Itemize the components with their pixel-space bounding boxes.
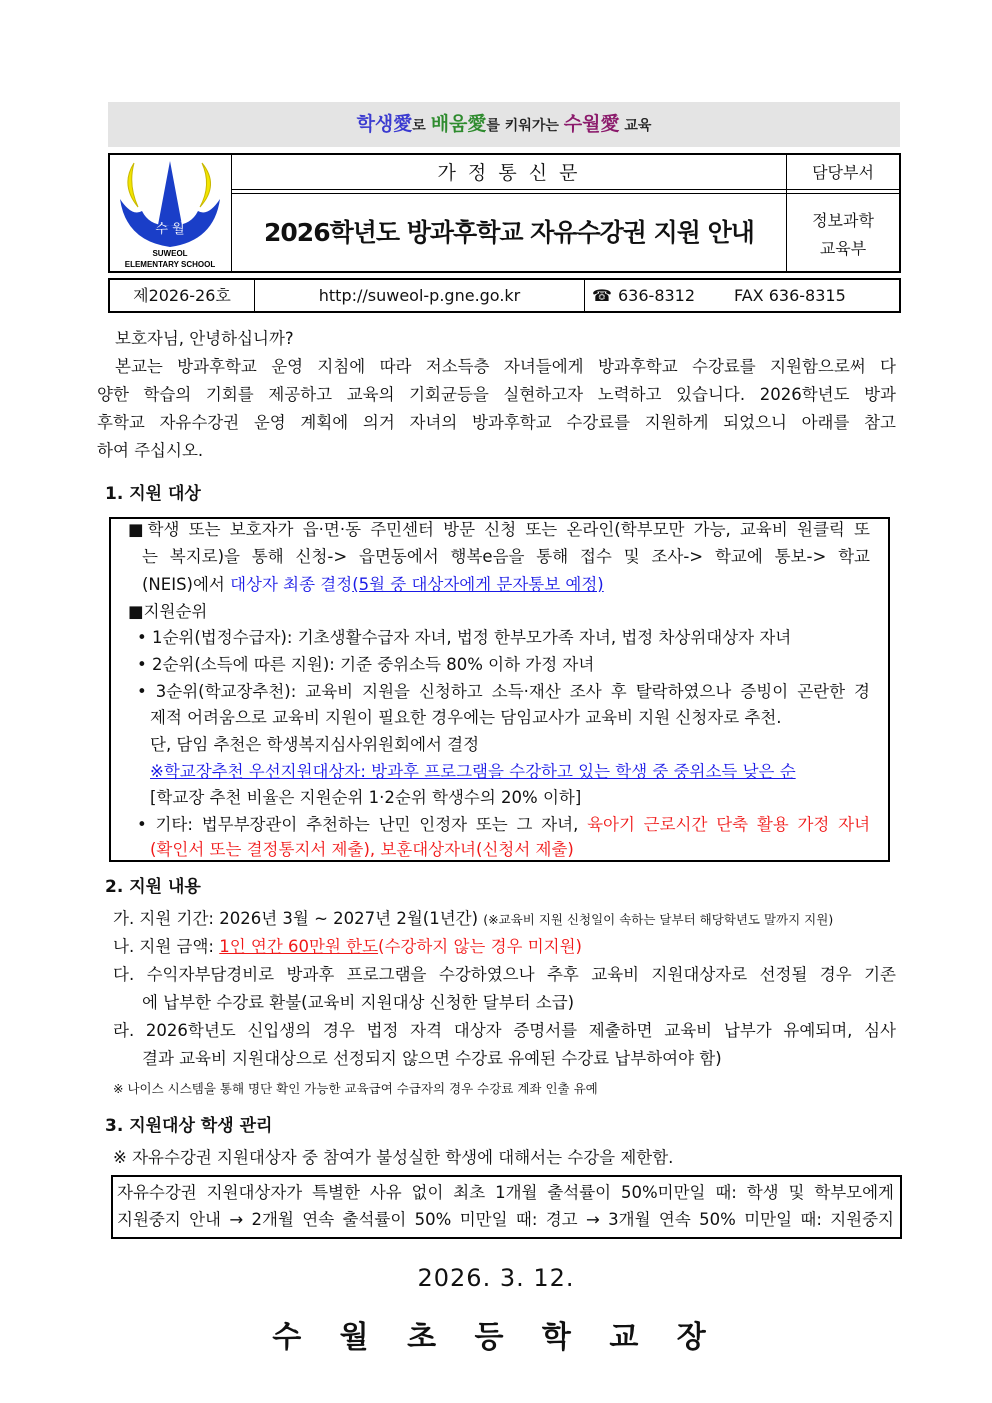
eligibility-line <box>128 518 870 542</box>
text-segment: 라. 2026학년도 신입생의 경우 법정 자격 대상자 증명서를 제출하면 교육비 납부가 유예되며, 심사 <box>113 1021 896 1040</box>
intro-line: 본교는 방과후학교 운영 지침에 따라 저소득층 자녀들에게 방과후학교 수강료를 지원함으로써 다 <box>115 357 896 376</box>
support-detail-line <box>113 1076 598 1100</box>
eligibility-line <box>137 813 870 837</box>
highlighted-text: ※ 나이스 시스템을 통해 명단 확인 가능한 교육급여 수급자의 경우 수강료 계좌 인출 유예 <box>113 1081 598 1096</box>
doc-type: 가 정 통 신 문 <box>437 162 581 184</box>
section-3-heading: 3. 지원대상 학생 관리 <box>105 1116 273 1136</box>
eligibility-line <box>142 545 870 569</box>
greeting: 보호자님, 안녕하십니까? <box>115 329 294 348</box>
intro-line: 후학교 자유수강권 운영 계획에 의거 자녀의 방과후학교 수강료를 지원하게 되었으니 아래를 참고 <box>97 413 896 432</box>
school-motto-banner <box>108 102 900 147</box>
motto-part: 로 <box>412 118 431 134</box>
eligibility-line <box>150 706 782 730</box>
eligibility-line <box>137 626 791 650</box>
dept-name <box>787 207 899 263</box>
support-detail-line <box>142 1047 722 1071</box>
text-segment: (NEIS)에서 <box>142 575 231 594</box>
text-segment: 에 납부한 수강료 환불(교육비 지원대상 신청한 달부터 소급) <box>142 993 575 1012</box>
motto-part: 학생愛 <box>356 113 413 135</box>
section-1-heading: 1. 지원 대상 <box>105 484 201 504</box>
document-date: 2026. 3. 12. <box>417 1264 575 1292</box>
school-emblem-icon <box>110 155 231 271</box>
principal-signature: 수 월 초 등 학 교 장 <box>272 1320 720 1355</box>
support-detail-line <box>113 1019 896 1043</box>
eligibility-line <box>150 733 479 757</box>
eligibility-line <box>128 600 207 624</box>
section-3-note: ※ 자유수강권 지원대상자 중 참여가 불성실한 학생에 대해서는 수강을 제한함. <box>113 1148 674 1167</box>
text-segment: • 2순위(소득에 따른 지원): 기준 중위소득 80% 이하 가정 자녀 <box>137 655 595 674</box>
text-segment: • 1순위(법정수급자): 기초생활수급자 자녀, 법정 한부모가족 자녀, 법정 차상위대상자 자녀 <box>137 628 792 647</box>
text-segment: 다. 수익자부담경비로 방과후 프로그램을 수강하였으나 추후 교육비 지원대상자로 선정될 경우 기존 <box>113 965 896 984</box>
support-detail-line <box>113 935 582 959</box>
school-logo <box>110 155 231 271</box>
attendance-rule-line: 지원중지 안내 → 2개월 연속 출석률이 50% 미만일 때: 경고 → 3개월 연속 50% 미만일 때: 지원중지 <box>117 1210 894 1229</box>
motto-part: 교육 <box>619 118 652 134</box>
issue-number: 제2026-26호 <box>133 286 231 305</box>
highlighted-text: (확인서 또는 결정통지서 제출), 보훈대상자녀(신청서 제출) <box>150 840 574 859</box>
dept-line: 정보과학 <box>812 211 874 230</box>
text-segment: 결과 교육비 지원대상으로 선정되지 않으면 수강료 유예된 수강료 납부하여야 함) <box>142 1049 722 1068</box>
text-segment: • 기타: 법무부장관이 추천하는 난민 인정자 또는 그 자녀, <box>137 815 588 834</box>
eligibility-line <box>150 760 796 784</box>
phone-number: 636-8312 <box>618 286 696 305</box>
fax-number: FAX 636-8315 <box>734 286 846 305</box>
svg-text:수 월: 수 월 <box>155 222 185 237</box>
text-segment: 는 복지로)을 통해 신청-> 읍면동에서 행복e음을 통해 접수 및 조사-> 학교에 통보-> 학교 <box>142 547 870 566</box>
svg-text:SUWEOL: SUWEOL <box>152 249 188 258</box>
phone-icon: ☎ <box>592 286 612 305</box>
text-segment: 단, 담임 추천은 학생복지심사위원회에서 결정 <box>150 735 480 754</box>
eligibility-line <box>137 680 870 704</box>
section-2-heading: 2. 지원 내용 <box>105 877 201 897</box>
highlighted-text: 육아기 근로시간 단축 활용 가정 자녀 <box>587 815 870 834</box>
attendance-rule-line: 자유수강권 지원대상자가 특별한 사유 없이 최초 1개월 출석률이 50%미만일 때: 학생 및 학부모에게 <box>117 1183 894 1202</box>
text-segment: [학교장 추천 비율은 지원순위 1·2순위 학생수의 20% 이하] <box>150 788 582 807</box>
eligibility-line <box>150 838 574 862</box>
school-url[interactable]: http://suweol-p.gne.go.kr <box>318 286 521 305</box>
text-segment: • 3순위(학교장추천): 교육비 지원을 신청하고 소득·재산 조사 후 탈락하였으나 증빙이 곤란한 경 <box>137 682 870 701</box>
support-detail-line <box>113 907 833 931</box>
eligibility-line <box>142 573 604 597</box>
dept-line: 교육부 <box>819 239 867 258</box>
text-segment: ■학생 또는 보호자가 읍·면·동 주민센터 방문 신청 또는 온라인(학부모만 가능, 교육비 원클릭 또 <box>128 520 870 539</box>
svg-text:ELEMENTARY SCHOOL: ELEMENTARY SCHOOL <box>124 260 216 269</box>
motto-part: 수월愛 <box>563 113 620 135</box>
page-title: 2026학년도 방과후학교 자유수강권 지원 안내 <box>264 218 754 247</box>
motto-part: 배움愛 <box>430 113 487 135</box>
motto-part: 를 키워가는 <box>486 118 564 134</box>
text-segment: ■지원순위 <box>128 602 208 621</box>
highlighted-text: (※교육비 지원 신청일이 속하는 달부터 해당학년도 말까지 지원) <box>483 912 834 927</box>
support-detail-line <box>142 991 574 1015</box>
highlighted-text: 대상자 최종 결정 <box>230 575 353 594</box>
info-row <box>108 278 901 313</box>
intro-line: 하여 주십시오. <box>97 441 204 460</box>
intro-line: 양한 학습의 기회를 제공하고 교육의 기회균등을 실현하고자 노력하고 있습니다. 2026학년도 방과 <box>97 385 896 404</box>
text-segment: 가. 지원 기간: 2026년 3월 ~ 2027년 2월(1년간) <box>113 909 484 928</box>
eligibility-line <box>137 653 594 677</box>
header-table <box>108 153 901 273</box>
eligibility-line <box>150 786 581 810</box>
highlighted-text: (수강하지 않는 경우 미지원) <box>378 937 582 956</box>
support-detail-line <box>113 963 896 987</box>
highlighted-text: (5월 중 대상자에게 문자통보 예정) <box>352 575 604 594</box>
highlighted-text: ※학교장추천 우선지원대상자: 방과후 프로그램을 수강하고 있는 학생 중 중위소득 낮은 순 <box>150 762 796 781</box>
dept-label: 담당부서 <box>812 163 874 182</box>
highlighted-text: 1인 연간 60만원 한도 <box>219 937 379 956</box>
text-segment: 나. 지원 금액: <box>113 937 220 956</box>
text-segment: 제적 어려움으로 교육비 지원이 필요한 경우에는 담임교사가 교육비 지원 신청자로 추천. <box>150 708 782 727</box>
